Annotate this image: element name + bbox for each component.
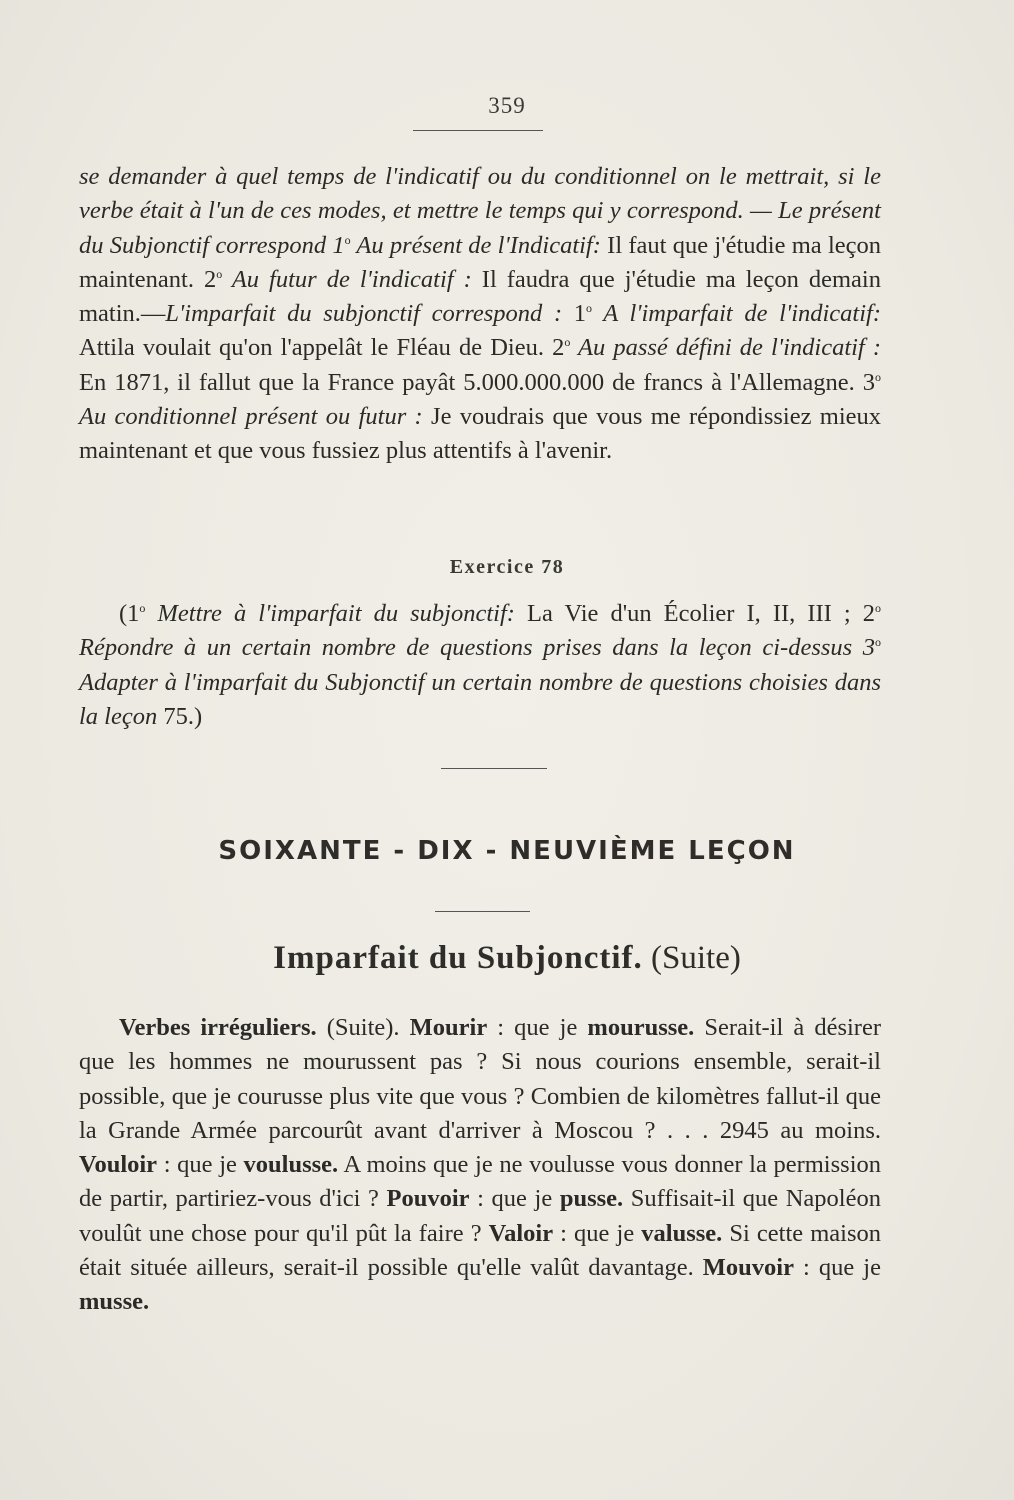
- heading-divider: [435, 911, 530, 912]
- exercise-seg: Répondre à un certain nombre de questions prises dans la leçon ci-dessus 3: [79, 634, 875, 662]
- body-term: valusse.: [641, 1219, 723, 1247]
- intro-seg: 1: [562, 300, 587, 328]
- body-term: Verbes irréguliers.: [119, 1014, 317, 1041]
- exercise-seg: Adapter à l'imparfait du Subjonctif un certain nombre de questions choisies dans la leçon: [79, 668, 881, 730]
- body-term: mourusse.: [587, 1014, 695, 1041]
- body-seg: A moins que je ne voulusse vous donner la permission de partir, partiriez-vous d'ici ?: [79, 1151, 881, 1213]
- exercise-seg: (1: [119, 600, 140, 627]
- body-term: pusse.: [559, 1185, 624, 1213]
- exercise-seg: La Vie d'un Écolier I, II, III ; 2: [514, 600, 875, 627]
- body-term: Mouvoir: [702, 1254, 794, 1282]
- body-seg: : que je: [157, 1151, 244, 1179]
- intro-seg: Je voudrais que vous me répondissiez mieux maintenant et que vous fussiez plus attentifs à l'avenir.: [79, 403, 882, 465]
- section-divider: [441, 768, 547, 769]
- subtitle-bold: Imparfait du Subjonctif.: [273, 940, 643, 976]
- intro-seg: Il faut que j'étudie ma leçon maintenant. 2: [79, 231, 881, 293]
- ordinal-mark: o: [139, 600, 146, 615]
- body-seg: : que je: [553, 1219, 642, 1247]
- ordinal-mark: o: [875, 635, 881, 650]
- body-seg: Serait-il à désirer que les hommes ne mourussent pas ? Si nous courions ensemble, serait-il possible, que je courusse plus vite que vous ? Combien de kilomètres fallut-il que la Grande Armée parcourût avant d'arriver à Moscou ? . . . 2945 au moins.: [79, 1014, 881, 1144]
- body-term: Pouvoir: [386, 1185, 470, 1213]
- intro-seg: Il faudra que j'étudie ma leçon demain matin.—: [79, 265, 881, 328]
- page-number: 359: [488, 93, 526, 118]
- lesson-body-text: [79, 1011, 881, 1320]
- body-seg: Suffisait-il que Napoléon voulût une chose pour qu'il pût la faire ?: [79, 1185, 881, 1247]
- exercise-title: Exercice 78: [449, 556, 565, 578]
- intro-seg: Au conditionnel présent ou futur :: [79, 403, 423, 431]
- header-divider: [413, 130, 543, 131]
- intro-seg: Au futur de l'indicatif :: [222, 265, 472, 293]
- body-term: Valoir: [488, 1219, 554, 1247]
- ordinal-mark: o: [344, 232, 351, 247]
- exercise-paragraph: [79, 597, 881, 734]
- subtitle-rest: (Suite): [642, 940, 741, 976]
- ordinal-mark: o: [216, 266, 223, 281]
- body-term: voulusse.: [243, 1151, 339, 1179]
- lesson-subtitle: [0, 940, 1014, 977]
- intro-paragraph: [79, 160, 881, 469]
- lesson-body-paragraph: [79, 1011, 881, 1320]
- exercise-seg: Mettre à l'imparfait du subjonctif:: [145, 600, 515, 627]
- lesson-heading: SOIXANTE - DIX - NEUVIÈME LEÇON: [218, 836, 796, 866]
- body-seg: : que je: [469, 1185, 560, 1213]
- body-seg: : que je: [487, 1014, 588, 1041]
- body-term: Vouloir: [79, 1151, 158, 1179]
- intro-seg: A l'imparfait de l'indicatif:: [592, 300, 882, 328]
- intro-seg: Au passé défini de l'indicatif :: [570, 334, 882, 362]
- body-seg: : que je: [793, 1254, 881, 1282]
- intro-seg: Au présent de l'Indicatif:: [350, 231, 601, 259]
- ordinal-mark: o: [564, 335, 571, 350]
- body-seg: (Suite).: [316, 1014, 410, 1041]
- body-term: Mourir: [409, 1014, 488, 1041]
- body-seg: Si cette maison était située ailleurs, serait-il possible qu'elle valût davantage.: [79, 1219, 881, 1282]
- exercise-seg: 75.): [157, 702, 203, 730]
- intro-seg: L'imparfait du subjonctif correspond :: [165, 300, 563, 328]
- intro-seg: se demander à quel temps de l'indicatif ou du conditionnel on le mettrait, si le verbe était à l'un de ces modes, et mettre le temps qui y correspond. — Le présent du Subjonctif correspond 1: [79, 163, 881, 259]
- exercise-text: [79, 597, 881, 734]
- intro-text: [79, 160, 881, 469]
- ordinal-mark: o: [875, 600, 881, 615]
- intro-seg: En 1871, il fallut que la France payât 5.000.000.000 de francs à l'Allemagne. 3: [79, 368, 875, 396]
- ordinal-mark: o: [875, 369, 881, 384]
- ordinal-mark: o: [586, 301, 593, 316]
- body-term: musse.: [79, 1288, 150, 1316]
- intro-seg: Attila voulait qu'on l'appelât le Fléau de Dieu. 2: [79, 334, 565, 362]
